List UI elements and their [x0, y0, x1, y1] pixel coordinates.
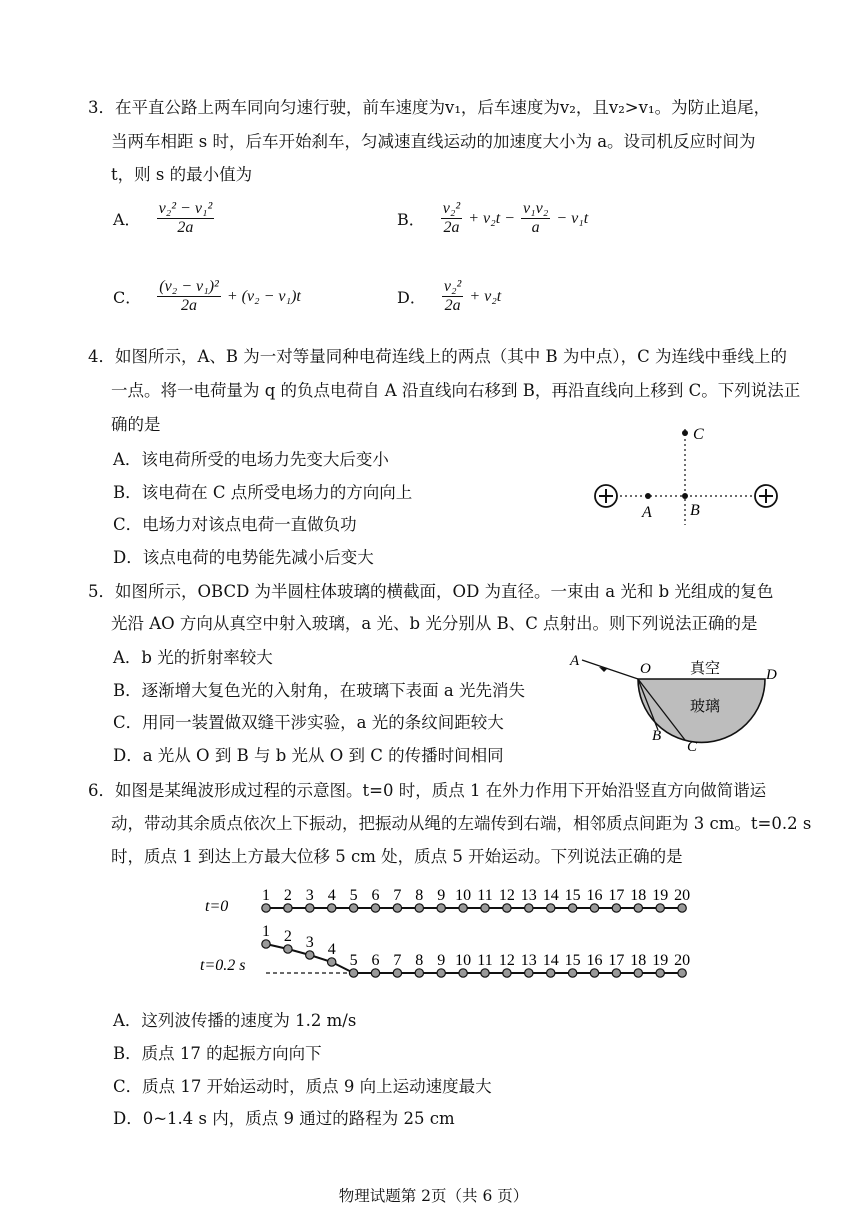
particle-label: 2	[283, 928, 292, 945]
particle	[459, 969, 467, 977]
frac-den: 2a	[177, 219, 194, 236]
particle	[678, 904, 686, 912]
rope-row-t0	[262, 887, 690, 912]
q5-stem-line1: 5．如图所示，OBCD 为半圆柱体玻璃的横截面，OD 为直径。一束由 a 光和 b 光组成的复色	[88, 582, 774, 601]
particle	[393, 969, 401, 977]
q6-option-a: A．这列波传播的速度为 1.2 m/s	[113, 1011, 357, 1030]
positive-charge-left-icon	[595, 485, 617, 507]
particle	[371, 969, 379, 977]
particle	[547, 904, 555, 912]
label-d: D	[766, 667, 777, 683]
incident-ray-ao	[582, 660, 638, 679]
expr-part: + v₂t	[469, 287, 502, 305]
particle-label: 16	[586, 887, 603, 904]
label-a: A	[642, 504, 652, 521]
particle-label: 3	[305, 887, 314, 904]
point-b	[682, 493, 688, 499]
q5-option-d: D．a 光从 O 到 B 与 b 光从 O 到 C 的传播时间相同	[113, 746, 504, 765]
particle-label: 10	[455, 952, 472, 969]
positive-charge-right-icon	[755, 485, 777, 507]
particle	[437, 969, 445, 977]
time-label-t0: t=0	[205, 898, 229, 915]
option-label: B．	[397, 210, 425, 229]
particle-label: 19	[652, 887, 669, 904]
frac-num: v₂²	[443, 278, 462, 295]
particle	[678, 969, 686, 977]
particle	[612, 969, 620, 977]
q6-stem-line1: 6．如图是某绳波形成过程的示意图。t=0 时，质点 1 在外力作用下开始沿竖直方向做简谐运	[88, 781, 767, 800]
particle	[328, 958, 336, 966]
particle	[612, 904, 620, 912]
particle-label: 20	[674, 887, 691, 904]
particle	[415, 904, 423, 912]
particle-label: 16	[586, 952, 603, 969]
particle-label: 18	[630, 952, 647, 969]
q6-stem-line3: 时，质点 1 到达上方最大位移 5 cm 处，质点 5 开始运动。下列说法正确的是	[111, 847, 683, 866]
particle-label: 8	[415, 887, 424, 904]
q3-option-a	[113, 200, 216, 237]
expr-part: + (v₂ − v₁)t	[226, 287, 301, 305]
q4-charge-diagram	[580, 415, 800, 530]
particle-label: 7	[393, 887, 402, 904]
option-label: A．	[113, 210, 141, 229]
label-o: O	[640, 661, 651, 677]
particle-label: 15	[564, 952, 581, 969]
q6-option-c: C．质点 17 开始运动时，质点 9 向上运动速度最大	[113, 1077, 492, 1096]
q6-option-d: D．0~1.4 s 内，质点 9 通过的路程为 25 cm	[113, 1109, 455, 1128]
particle	[590, 904, 598, 912]
particle	[415, 969, 423, 977]
q5-stem-line2: 光沿 AO 方向从真空中射入玻璃，a 光、b 光分别从 B、C 点射出。则下列说法正确的是	[111, 614, 758, 633]
frac-den: 2a	[443, 219, 460, 236]
q5-option-a: A．b 光的折射率较大	[113, 648, 273, 667]
expr-part: + v₂t −	[468, 209, 515, 227]
q3-option-c	[113, 278, 301, 315]
particle	[503, 969, 511, 977]
frac-num: v₂² − v₁²	[158, 200, 213, 217]
particle-label: 13	[520, 887, 537, 904]
q6-option-b: B．质点 17 的起振方向向下	[113, 1044, 322, 1063]
particle-label: 8	[415, 952, 424, 969]
particle-label: 11	[477, 887, 493, 904]
q5-option-b: B．逐渐增大复色光的入射角，在玻璃下表面 a 光先消失	[113, 681, 525, 700]
particle-label: 17	[608, 952, 625, 969]
label-b: B	[652, 728, 662, 744]
particle	[284, 904, 292, 912]
particle	[349, 969, 357, 977]
frac-den: 2a	[181, 297, 198, 314]
particle	[525, 904, 533, 912]
particle-label: 1	[262, 923, 270, 940]
q4-option-a: A．该电荷所受的电场力先变大后变小	[113, 450, 389, 469]
label-glass: 玻璃	[690, 699, 721, 715]
particle-label: 9	[437, 887, 446, 904]
particle-label: 3	[305, 934, 314, 951]
q4-option-d: D．该点电荷的电势能先减小后变大	[113, 548, 374, 567]
page-footer: 物理试题第 2页（共 6 页）	[338, 1187, 529, 1205]
particle-label: 14	[542, 952, 559, 969]
point-c	[682, 430, 688, 436]
point-a	[645, 493, 651, 499]
particle	[568, 904, 576, 912]
particle-label: 5	[349, 952, 358, 969]
frac-num: v₂²	[442, 200, 461, 217]
particle-label: 14	[542, 887, 559, 904]
particle-label: 19	[652, 952, 669, 969]
particle	[481, 904, 489, 912]
frac-den: a	[531, 219, 540, 236]
q4-option-b: B．该电荷在 C 点所受电场力的方向向上	[113, 483, 413, 502]
particle-label: 9	[437, 952, 446, 969]
particle-label: 18	[630, 887, 647, 904]
q3-option-d	[397, 278, 501, 315]
particle	[656, 969, 664, 977]
particle	[634, 904, 642, 912]
particle-label: 1	[262, 887, 270, 904]
particle	[284, 945, 292, 953]
q3-stem-line3: t，则 s 的最小值为	[111, 165, 253, 184]
expr-part: − v₁t	[556, 209, 589, 227]
particle	[349, 904, 357, 912]
particle-label: 6	[371, 952, 380, 969]
particle	[503, 904, 511, 912]
time-label-t02: t=0.2 s	[200, 957, 246, 974]
particle-label: 11	[477, 952, 493, 969]
particle	[371, 904, 379, 912]
particle	[525, 969, 533, 977]
q6-stem-line2: 动，带动其余质点依次上下振动，把振动从绳的左端传到右端，相邻质点间距为 3 cm。t=0.2 s	[111, 814, 812, 833]
particle-label: 10	[455, 887, 472, 904]
particle-label: 17	[608, 887, 625, 904]
frac-den: 2a	[444, 297, 461, 314]
label-c: C	[687, 739, 698, 755]
particle-label: 4	[327, 941, 336, 958]
q5-option-c: C．用同一装置做双缝干涉实验，a 光的条纹间距较大	[113, 713, 504, 732]
particle	[568, 969, 576, 977]
label-c: C	[693, 426, 704, 443]
particle-label: 12	[498, 887, 515, 904]
particle-label: 7	[393, 952, 402, 969]
particle	[481, 969, 489, 977]
frac-num: (v₂ − v₁)²	[159, 278, 219, 295]
q3-option-b	[397, 200, 588, 237]
particle-label: 15	[564, 887, 581, 904]
particle	[328, 904, 336, 912]
q4-stem-line1: 4．如图所示，A、B 为一对等量同种电荷连线上的两点（其中 B 为中点），C 为连线中垂线上的	[88, 347, 788, 366]
q4-stem-line2: 一点。将一电荷量为 q 的负点电荷自 A 沿直线向右移到 B，再沿直线向上移到 C。下列说法正	[111, 381, 801, 400]
particle-label: 12	[498, 952, 515, 969]
particle-label: 20	[674, 952, 691, 969]
particle-label: 4	[327, 887, 336, 904]
particle	[437, 904, 445, 912]
q3-stem-line2: 当两车相距 s 时，后车开始刹车，匀减速直线运动的加速度大小为 a。设司机反应时间为	[111, 132, 756, 151]
particle	[262, 904, 270, 912]
particle-label: 13	[520, 952, 537, 969]
label-vacuum: 真空	[690, 661, 721, 677]
particle	[306, 951, 314, 959]
q6-rope-wave-diagram	[195, 878, 705, 983]
particle-label: 6	[371, 887, 380, 904]
rope-row-t02	[262, 923, 690, 977]
particle	[656, 904, 664, 912]
particle	[634, 969, 642, 977]
label-a: A	[570, 653, 580, 669]
particle	[590, 969, 598, 977]
frac-num: v₁v₂	[522, 200, 549, 217]
particle-label: 5	[349, 887, 358, 904]
particle	[306, 904, 314, 912]
q5-glass-diagram	[560, 645, 785, 760]
particle	[459, 904, 467, 912]
q4-stem-line3: 确的是	[111, 415, 161, 434]
particle	[262, 940, 270, 948]
particle-label: 2	[283, 887, 292, 904]
label-b: B	[690, 502, 700, 519]
option-label: D．	[397, 288, 426, 307]
q4-option-c: C．电场力对该点电荷一直做负功	[113, 515, 357, 534]
particle	[547, 969, 555, 977]
option-label: C．	[113, 288, 142, 307]
q3-stem-line1: 3．在平直公路上两车同向匀速行驶，前车速度为v₁，后车速度为v₂，且v₂>v₁。为防止追尾，	[88, 98, 771, 117]
particle	[393, 904, 401, 912]
